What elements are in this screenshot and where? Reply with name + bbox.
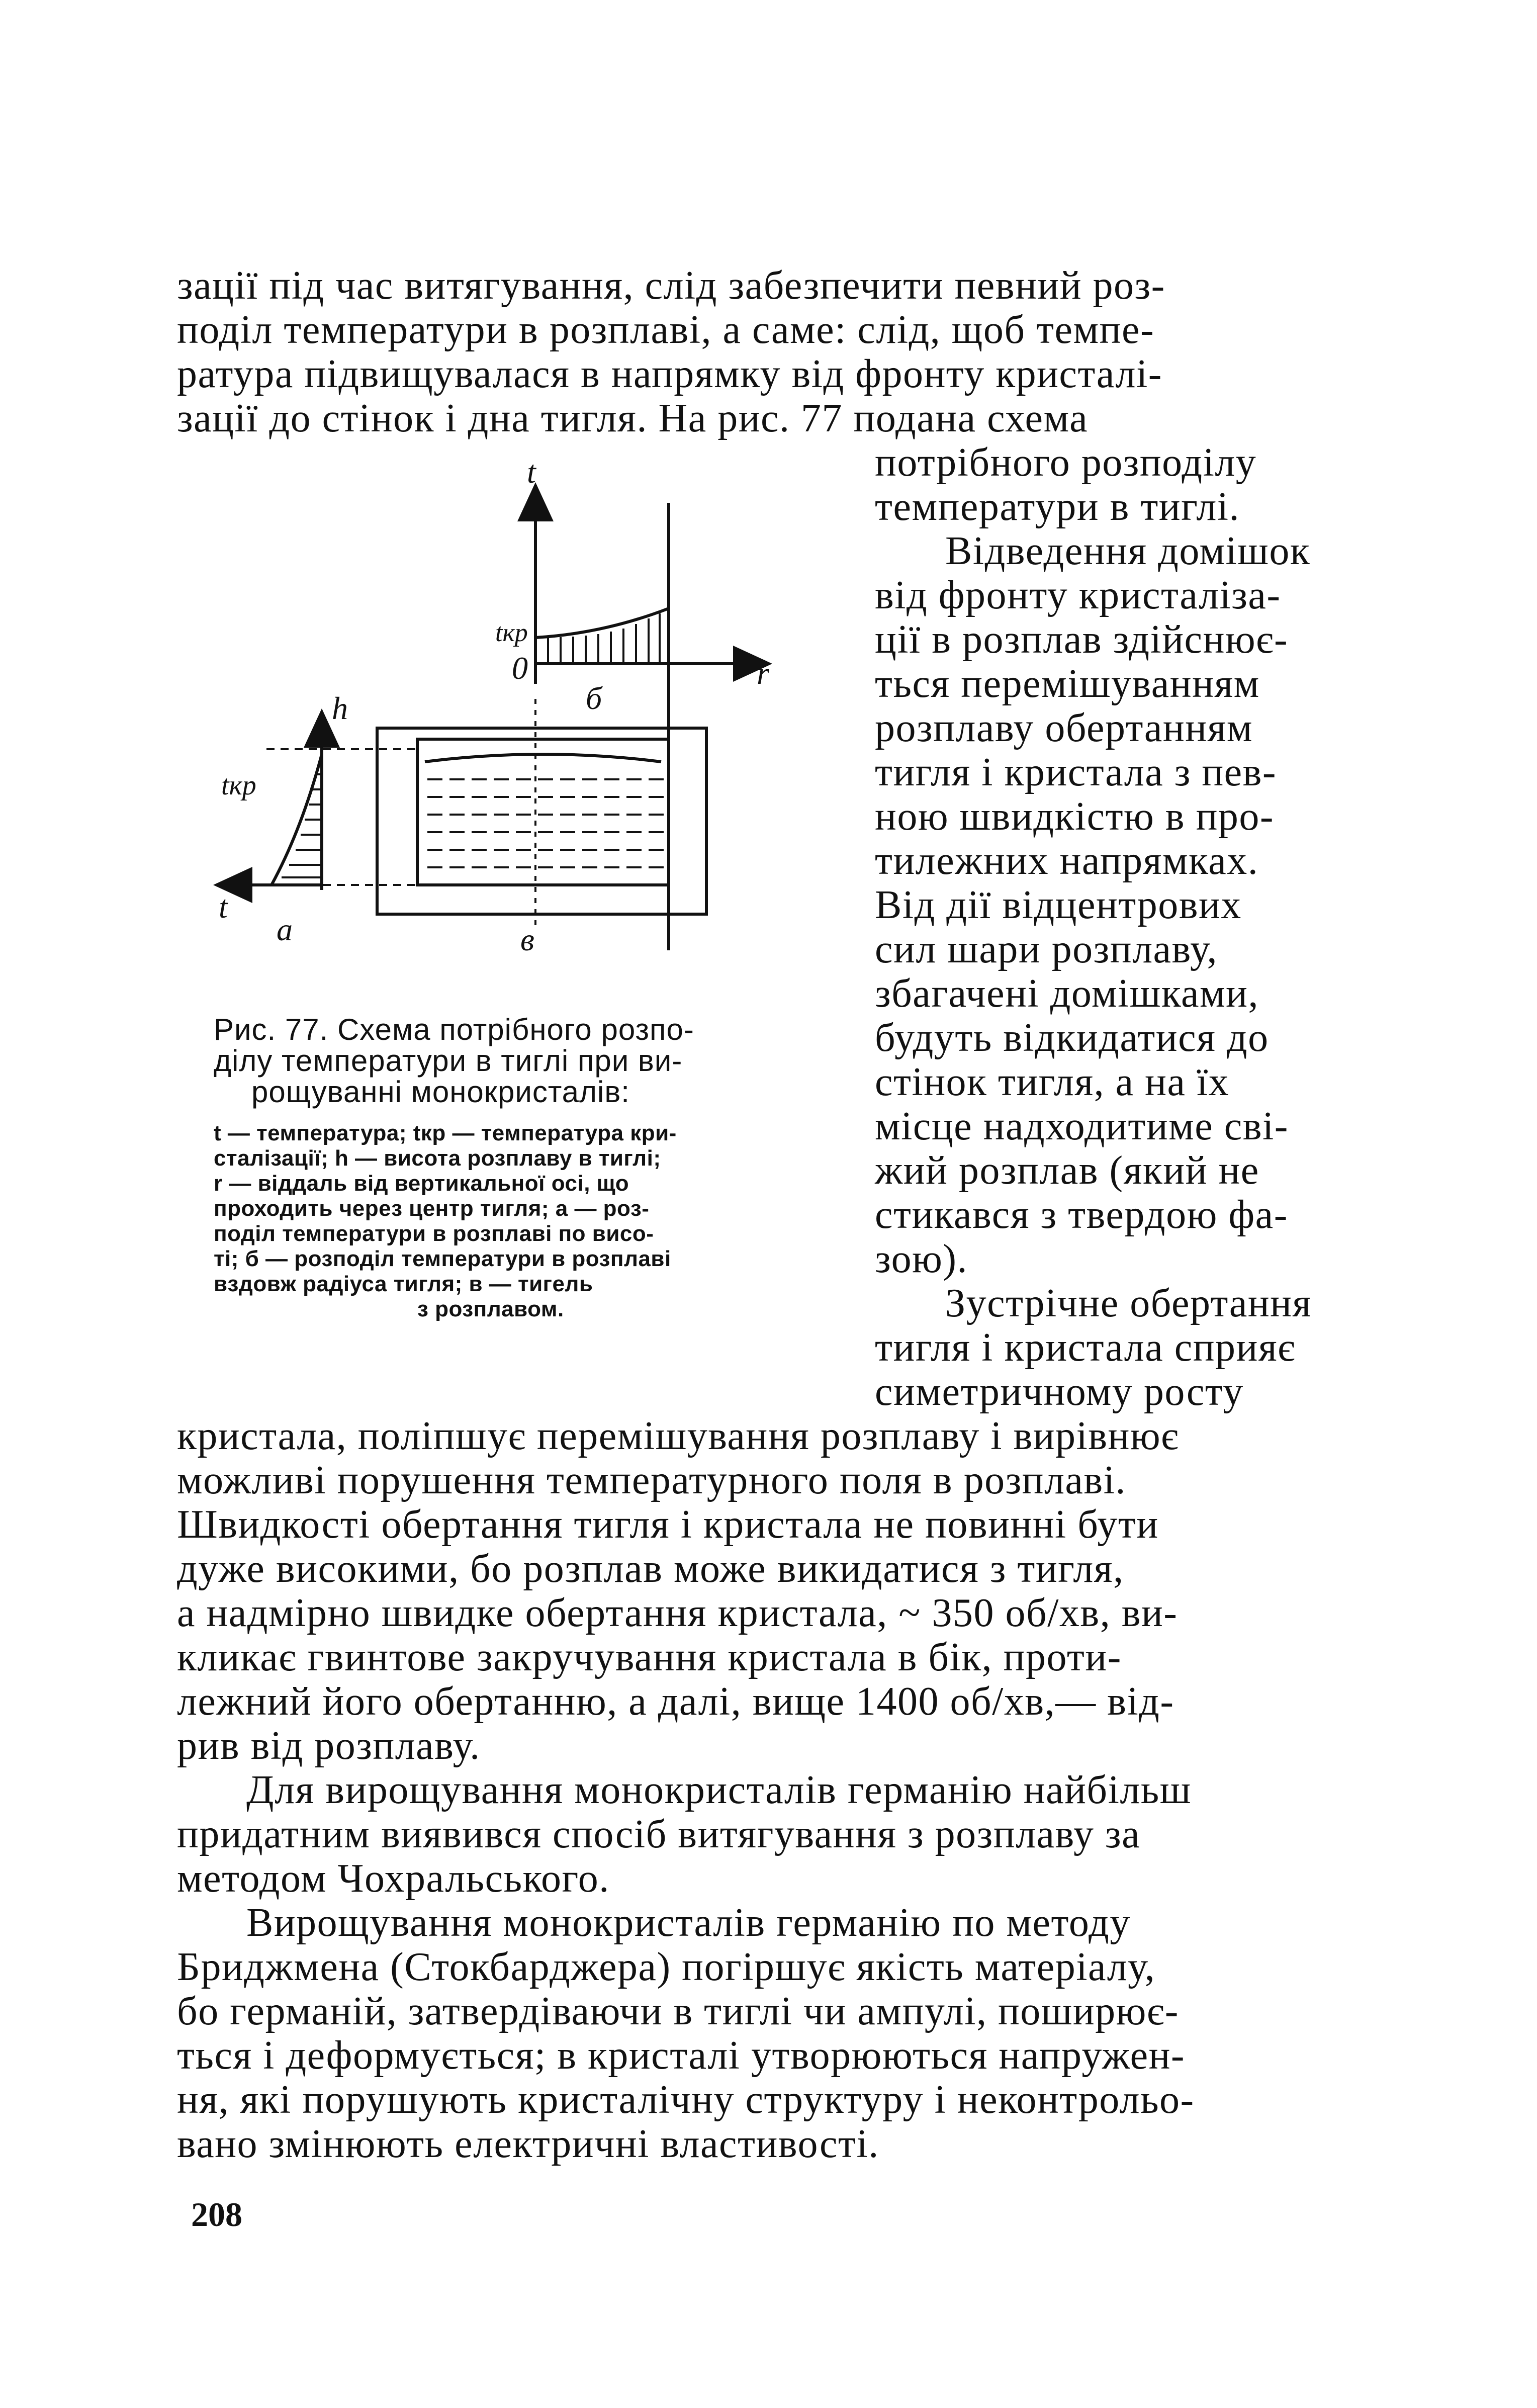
- text-line: ратура підвищувалася в напрямку від фронту кристалі-: [177, 352, 1162, 396]
- label-a: а: [277, 912, 293, 947]
- text-line: місце надходитиме сві-: [875, 1104, 1289, 1148]
- figure-caption-body: з розплавом.: [417, 1297, 564, 1321]
- label-t-top: t: [527, 454, 536, 490]
- text-line: Зустрічне обертання: [945, 1281, 1312, 1325]
- label-b: б: [586, 680, 602, 716]
- text-line: кристала, поліпшує перемішування розплаву і вирівнює: [177, 1414, 1179, 1458]
- text-line: зації під час витягування, слід забезпечити певний роз-: [177, 263, 1165, 308]
- text-line: кликає гвинтове закручування кристала в бік, проти-: [177, 1635, 1122, 1679]
- figure-caption-body: сталізації; h — висота розплаву в тиглі;: [214, 1146, 661, 1171]
- figure-77-diagram: [201, 448, 779, 991]
- text-line: температури в тиглі.: [875, 485, 1240, 529]
- figure-caption-body: проходить через центр тигля; а — роз-: [214, 1196, 650, 1221]
- text-line: Швидкості обертання тигля і кристала не повинні бути: [177, 1502, 1159, 1547]
- text-line: зації до стінок і дна тигля. На рис. 77 подана схема: [177, 396, 1089, 440]
- text-line: бо германій, затвердіваючи в тиглі чи ампулі, поширює-: [177, 1989, 1179, 2033]
- text-line: ться перемішуванням: [875, 662, 1260, 706]
- label-zero: 0: [512, 650, 528, 686]
- text-line: зою).: [875, 1237, 968, 1281]
- melt-surface: [425, 754, 661, 762]
- hatch-a: [282, 774, 322, 877]
- text-line: стінок тигля, а на їх: [875, 1060, 1230, 1104]
- text-line: тигля і кристала сприяє: [875, 1325, 1296, 1370]
- text-line: ня, які порушують кристалічну структуру і неконтрольо-: [177, 2078, 1195, 2122]
- text-line: від фронту кристаліза-: [875, 573, 1281, 617]
- text-line: Вирощування монокристалів германію по методу: [246, 1901, 1131, 1945]
- figure-caption-body: ті; б — розподіл температури в розплаві: [214, 1246, 671, 1271]
- figure-caption-body: вздовж радіуса тигля; в — тигель: [214, 1272, 593, 1296]
- text-line: Від дії відцентрових: [875, 883, 1242, 927]
- label-h: h: [332, 690, 348, 726]
- text-line: вано змінюють електричні властивості.: [177, 2122, 879, 2166]
- label-tkr-top: tкр: [495, 618, 528, 647]
- text-line: потрібного розподілу: [875, 440, 1257, 485]
- label-r: r: [757, 655, 769, 691]
- text-line: поділ температури в розплаві, а саме: слід, щоб темпе-: [177, 308, 1155, 352]
- text-line: лежний його обертанню, а далі, вище 1400 об/хв,— від-: [177, 1679, 1174, 1724]
- text-line: Бриджмена (Стокбарджера) погіршує якість матеріалу,: [177, 1945, 1156, 1989]
- text-line: стикався з твердою фа-: [875, 1193, 1288, 1237]
- text-line: будуть відкидатися до: [875, 1016, 1269, 1060]
- figure-caption-body: r — віддаль від вертикальної осі, що: [214, 1171, 629, 1196]
- label-tkr-left: tкр: [221, 770, 256, 801]
- text-line: а надмірно швидке обертання кристала, ~ 350 об/хв, ви-: [177, 1591, 1178, 1635]
- crucible-inner: [417, 739, 669, 885]
- text-line: рив від розплаву.: [177, 1724, 481, 1768]
- text-line: тигля і кристала з пев-: [875, 750, 1277, 794]
- figure-caption-title: рощуванні монокристалів:: [251, 1075, 630, 1109]
- text-line: ції в розплав здійснює-: [875, 617, 1289, 662]
- figure-caption-title: ділу температури в тиглі при ви-: [214, 1044, 683, 1078]
- page-number: 208: [191, 2195, 242, 2234]
- text-line: Відведення домішок: [945, 529, 1311, 573]
- text-line: симетричному росту: [875, 1370, 1244, 1414]
- label-v: в: [520, 922, 534, 957]
- label-t-bottom: t: [219, 889, 228, 925]
- text-line: жий розплав (який не: [875, 1148, 1259, 1193]
- text-line: Для вирощування монокристалів германію найбільш: [246, 1768, 1192, 1812]
- text-line: придатним виявився спосіб витягування з розплаву за: [177, 1812, 1141, 1856]
- melt-layers: [427, 779, 664, 867]
- text-line: ною швидкістю в про-: [875, 794, 1275, 839]
- figure-caption-title: Рис. 77. Схема потрібного розпо-: [214, 1013, 694, 1046]
- text-line: можливі порушення температурного поля в розплаві.: [177, 1458, 1126, 1502]
- hatch-b: [548, 613, 660, 664]
- figure-caption-body: t — температура; tкр — температура кри-: [214, 1121, 677, 1145]
- figure-caption-body: поділ температури в розплаві по висо-: [214, 1221, 654, 1246]
- text-line: розплаву обертанням: [875, 706, 1253, 750]
- text-line: сил шари розплаву,: [875, 927, 1218, 971]
- text-line: методом Чохральського.: [177, 1856, 610, 1901]
- text-line: тилежних напрямках.: [875, 839, 1259, 883]
- text-line: дуже високими, бо розплав може викидатися з тигля,: [177, 1547, 1124, 1591]
- text-line: ться і деформується; в кристалі утворюються напружен-: [177, 2033, 1186, 2078]
- text-line: збагачені домішками,: [875, 971, 1259, 1016]
